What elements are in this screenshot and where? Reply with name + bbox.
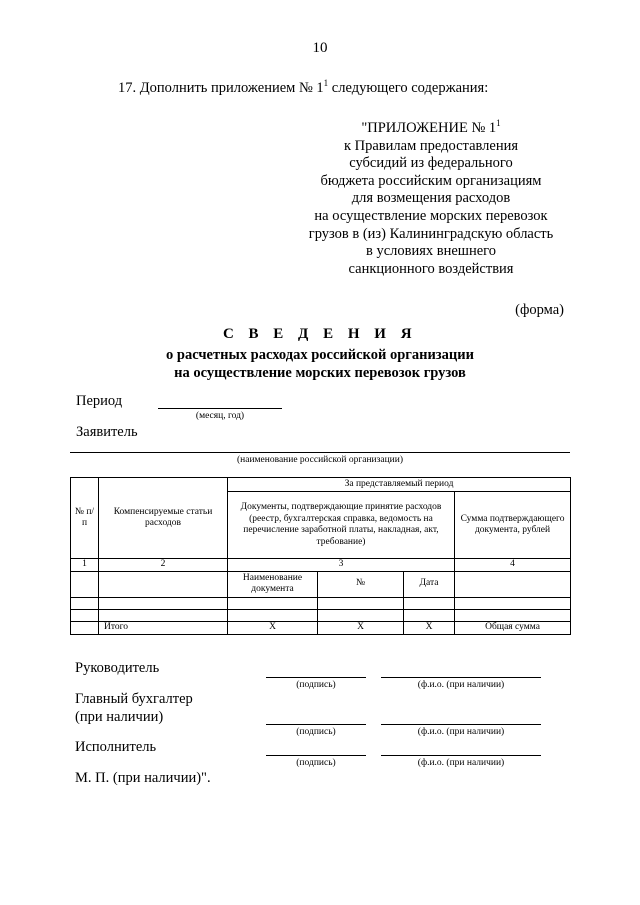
header-sum: Сумма подтверждающего документа, рублей bbox=[455, 492, 571, 559]
table-cell bbox=[99, 571, 228, 597]
intro-line bbox=[118, 80, 488, 97]
period-label: Период bbox=[76, 393, 123, 409]
header-docs: Документы, подтверждающие принятие расходов (реестр, бухгалтерская справка, ведомость на перечисление заработной платы, накладная, акт, требование) bbox=[228, 492, 455, 559]
document-subtitle bbox=[0, 346, 640, 382]
name-hint: (ф.и.о. (при наличии) bbox=[417, 680, 505, 690]
appendix-line: для возмещения расходов bbox=[351, 190, 511, 207]
signature-line bbox=[266, 724, 366, 725]
total-sum: Общая сумма bbox=[455, 621, 571, 634]
signature-hint: (подпись) bbox=[296, 758, 336, 768]
appendix-header bbox=[300, 120, 562, 278]
total-x: X bbox=[318, 621, 404, 634]
accountant-line: Главный бухгалтер bbox=[75, 691, 193, 707]
subheader-doc-date: Дата bbox=[404, 571, 455, 597]
appendix-line: в условиях внешнего bbox=[365, 243, 497, 260]
name-line bbox=[381, 677, 541, 678]
executor-label: Исполнитель bbox=[75, 739, 157, 755]
appendix-title: "ПРИЛОЖЕНИЕ № $1^1$ bbox=[361, 118, 501, 136]
appendix-line: к Правилам предоставления bbox=[343, 137, 519, 154]
header-items: Компенсируемые статьи расходов bbox=[99, 478, 228, 559]
appendix-title-sup: 1 bbox=[496, 118, 501, 129]
page-number: 10 bbox=[312, 40, 328, 56]
subheader-doc-name: Наименование документа bbox=[228, 571, 318, 597]
appendix-line: санкционного воздействия bbox=[348, 260, 514, 277]
appendix-line: бюджета российским организациям bbox=[320, 172, 542, 189]
appendix-line: на осуществление морских перевозок bbox=[314, 207, 548, 224]
signature-hint: (подпись) bbox=[296, 680, 336, 690]
appendix-line: грузов в (из) Калининградскую область bbox=[308, 225, 554, 242]
appendix-line: субсидий из федерального bbox=[349, 155, 513, 172]
table-row bbox=[71, 609, 571, 621]
subtitle-line: о расчетных расходах российской организации bbox=[166, 347, 474, 363]
form-label: (форма) bbox=[515, 302, 564, 318]
total-row bbox=[71, 621, 571, 634]
intro-rest: следующего содержания: bbox=[328, 80, 489, 96]
col-number: 1 bbox=[71, 559, 99, 572]
document-title: С В Е Д Е Н И Я bbox=[222, 326, 418, 342]
name-line bbox=[381, 724, 541, 725]
head-label: Руководитель bbox=[75, 660, 160, 676]
intro-text: 17. Дополнить приложением № 1 bbox=[118, 80, 324, 96]
accountant-label bbox=[75, 690, 193, 726]
col-number: 4 bbox=[455, 559, 571, 572]
table-cell bbox=[71, 571, 99, 597]
accountant-line: (при наличии) bbox=[75, 709, 164, 725]
seal-label: М. П. (при наличии)". bbox=[75, 770, 211, 786]
table-cell bbox=[455, 571, 571, 597]
name-hint: (ф.и.о. (при наличии) bbox=[417, 758, 505, 768]
signature-line bbox=[266, 755, 366, 756]
signature-line bbox=[266, 677, 366, 678]
total-x: X bbox=[404, 621, 455, 634]
col-number: 2 bbox=[99, 559, 228, 572]
table-row bbox=[71, 597, 571, 609]
applicant-label: Заявитель bbox=[76, 424, 138, 440]
signature-hint: (подпись) bbox=[296, 727, 336, 737]
col-number: 3 bbox=[228, 559, 455, 572]
header-num: № п/п bbox=[71, 478, 99, 559]
applicant-hint: (наименование российской организации) bbox=[236, 455, 403, 465]
header-period: За представляемый период bbox=[228, 478, 571, 492]
subheader-doc-number: № bbox=[318, 571, 404, 597]
total-x: X bbox=[228, 621, 318, 634]
period-hint: (месяц, год) bbox=[195, 411, 245, 421]
subtitle-line: на осуществление морских перевозок грузов bbox=[174, 365, 466, 381]
total-label: Итого bbox=[99, 621, 228, 634]
name-line bbox=[381, 755, 541, 756]
period-field-line bbox=[158, 408, 282, 409]
name-hint: (ф.и.о. (при наличии) bbox=[417, 727, 505, 737]
intro-sup: 1 bbox=[323, 78, 329, 89]
expense-table bbox=[70, 477, 571, 635]
applicant-field-line bbox=[70, 452, 570, 453]
